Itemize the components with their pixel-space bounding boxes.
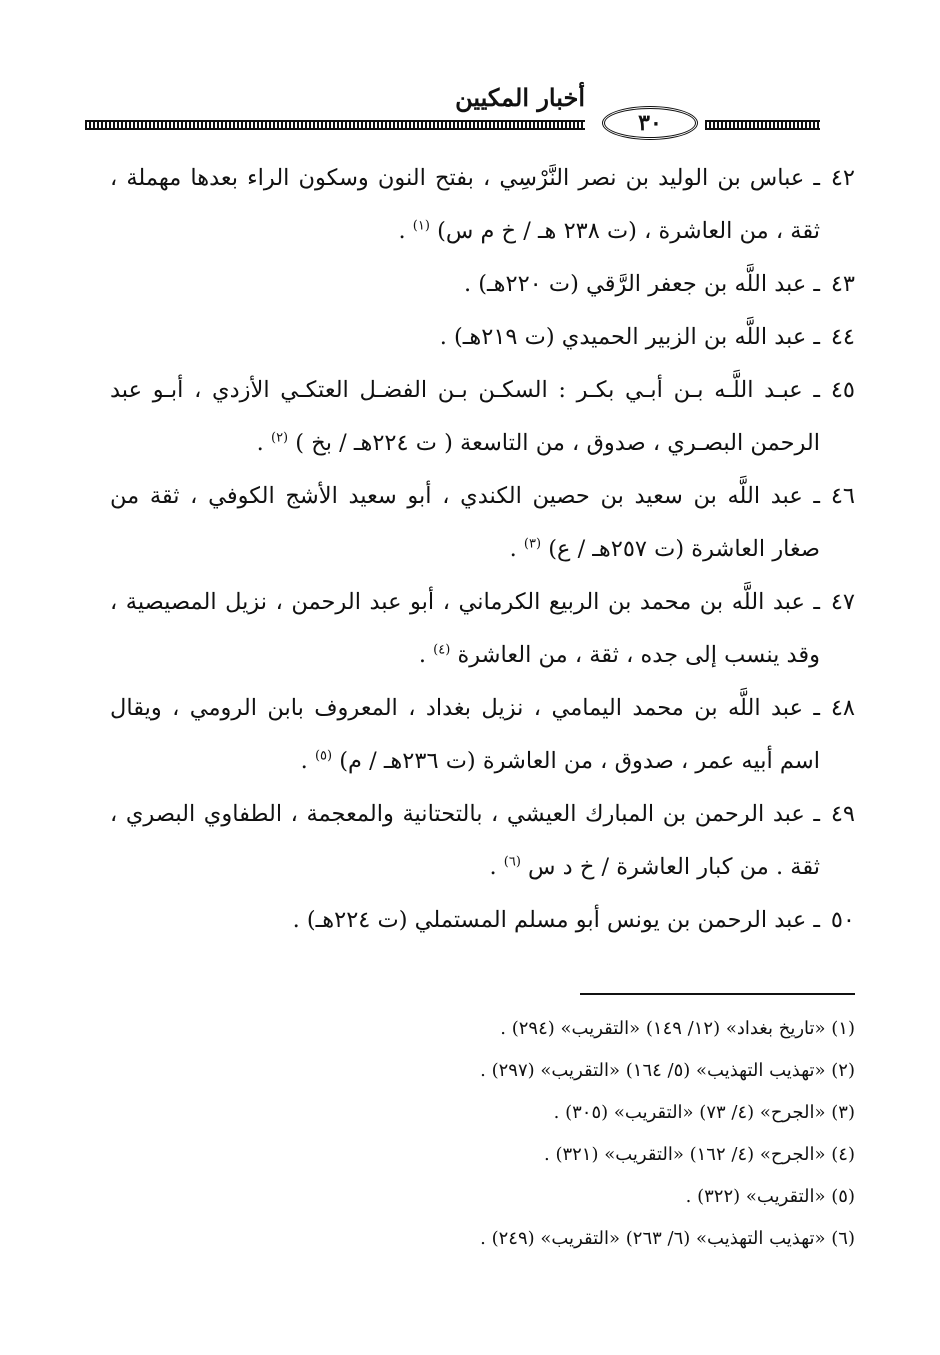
entry-text: ـ عبد اللَّه بن جعفر الرَّقي (ت ٢٢٠هـ) . <box>463 271 820 297</box>
list-item <box>110 894 855 947</box>
entry-end: . <box>489 854 504 880</box>
list-item <box>110 788 855 894</box>
entry-number: ٤٢ <box>830 165 855 191</box>
entry-text: ـ عبد الرحمن بن يونس أبو مسلم المستملي (ت ٢٢٤هـ) . <box>292 907 820 933</box>
page-header <box>85 80 820 140</box>
entry-text-block <box>110 682 820 788</box>
entry-number: ٤٤ <box>830 324 855 350</box>
footnotes <box>255 1008 855 1260</box>
footnote: (٤) «الجرح» (٤/ ١٦٢) «التقريب» (٣٢١) . <box>544 1144 855 1165</box>
entry-end: . <box>300 748 315 774</box>
footnote-reference: (٢) <box>270 430 289 446</box>
entry-number: ٤٦ <box>830 483 855 509</box>
entry-text-block <box>110 364 820 470</box>
footnote-separator <box>580 993 855 995</box>
entry-number: ٤٩ <box>830 801 855 827</box>
entry-text-block <box>110 788 820 894</box>
footnote-reference: (٤) <box>433 642 451 658</box>
footnote: (٣) «الجرح» (٤/ ٧٣) «التقريب» (٣٠٥) . <box>553 1102 855 1123</box>
footnote-reference: (١) <box>412 218 430 234</box>
entry-text: ـ عبد اللَّه بن محمد بن الربيع الكرماني ، أبو عبد الرحمن ، نزيل المصيصية ، وقد ينسب إلى جده ، ثقة ، من العاشرة <box>110 589 820 668</box>
entry-list <box>110 152 855 947</box>
footnote: (٥) «التقريب» (٣٢٢) . <box>685 1186 855 1207</box>
list-item <box>110 364 855 470</box>
entry-number: ٤٥ <box>830 377 855 403</box>
page-number: ٣٠ <box>602 106 698 140</box>
entry-number: ٤٨ <box>830 695 855 721</box>
footnote: (٢) «تهذيب التهذيب» (٥/ ١٦٤) «التقريب» (٢٩٧) . <box>480 1060 855 1081</box>
entry-number: ٤٧ <box>830 589 855 615</box>
entry-text-block <box>110 470 820 576</box>
footnote-reference: (٣) <box>523 536 542 552</box>
entry-text: ـ عبد اللَّه بن الزبير الحميدي (ت ٢١٩هـ) . <box>439 324 820 350</box>
footnote: (١) «تاريخ بغداد» (١٢/ ١٤٩) «التقريب» (٢٩٤) . <box>500 1018 855 1039</box>
entry-text-block <box>110 576 820 682</box>
footnote-reference: (٥) <box>314 748 333 764</box>
entry-text-block <box>110 894 820 947</box>
entry-text-block <box>110 152 820 258</box>
entry-end: . <box>398 218 413 244</box>
entry-text: ـ عبد الرحمن بن المبارك العيشي ، بالتحتانية والمعجمة ، الطفاوي البصري ، ثقة . من كبار العاشرة / خ د س <box>110 801 820 880</box>
entry-text: ـ عباس بن الوليد بن نصر النَّرْسِي ، بفتح النون وسكون الراء بعدها مهملة ، ثقة ، من العاشرة ، (ت ٢٣٨ هـ / خ م س) <box>110 165 820 244</box>
footnote: (٦) «تهذيب التهذيب» (٦/ ٢٦٣) «التقريب» (٢٤٩) . <box>480 1228 855 1249</box>
entry-end: . <box>418 642 434 668</box>
entry-text: ـ عبـد اللَّـه بـن أبـي بكـر : السكـن بـن الفضـل العتكـي الأزدي ، أبـو عبد الرحمن البصـري ، صدوق ، من التاسعة ( ت ٢٢٤هـ / بخ ) <box>110 377 820 456</box>
list-item <box>110 258 855 311</box>
list-item <box>110 311 855 364</box>
entry-end: . <box>509 536 524 562</box>
list-item <box>110 470 855 576</box>
entry-text-block <box>110 258 820 311</box>
list-item <box>110 152 855 258</box>
entry-text: ـ عبد اللَّه بن محمد اليمامي ، نزيل بغداد ، المعروف بابن الرومي ، ويقال اسم أبيه عمر ، صدوق ، من العاشرة (ت ٢٣٦هـ / م) <box>110 695 820 774</box>
header-rule-left <box>85 120 585 130</box>
entry-end: . <box>256 430 271 456</box>
list-item <box>110 576 855 682</box>
entry-number: ٥٠ <box>830 907 855 933</box>
header-rule-right <box>705 120 820 130</box>
entry-text-block <box>110 311 820 364</box>
entry-text: ـ عبد اللَّه بن سعيد بن حصين الكندي ، أبو سعيد الأشج الكوفي ، ثقة من صغار العاشرة (ت ٢٥٧هـ / ع) <box>110 483 820 562</box>
entry-number: ٤٣ <box>830 271 855 297</box>
list-item <box>110 682 855 788</box>
footnote-reference: (٦) <box>503 854 521 870</box>
running-title: أخبار المكيين <box>455 83 585 112</box>
